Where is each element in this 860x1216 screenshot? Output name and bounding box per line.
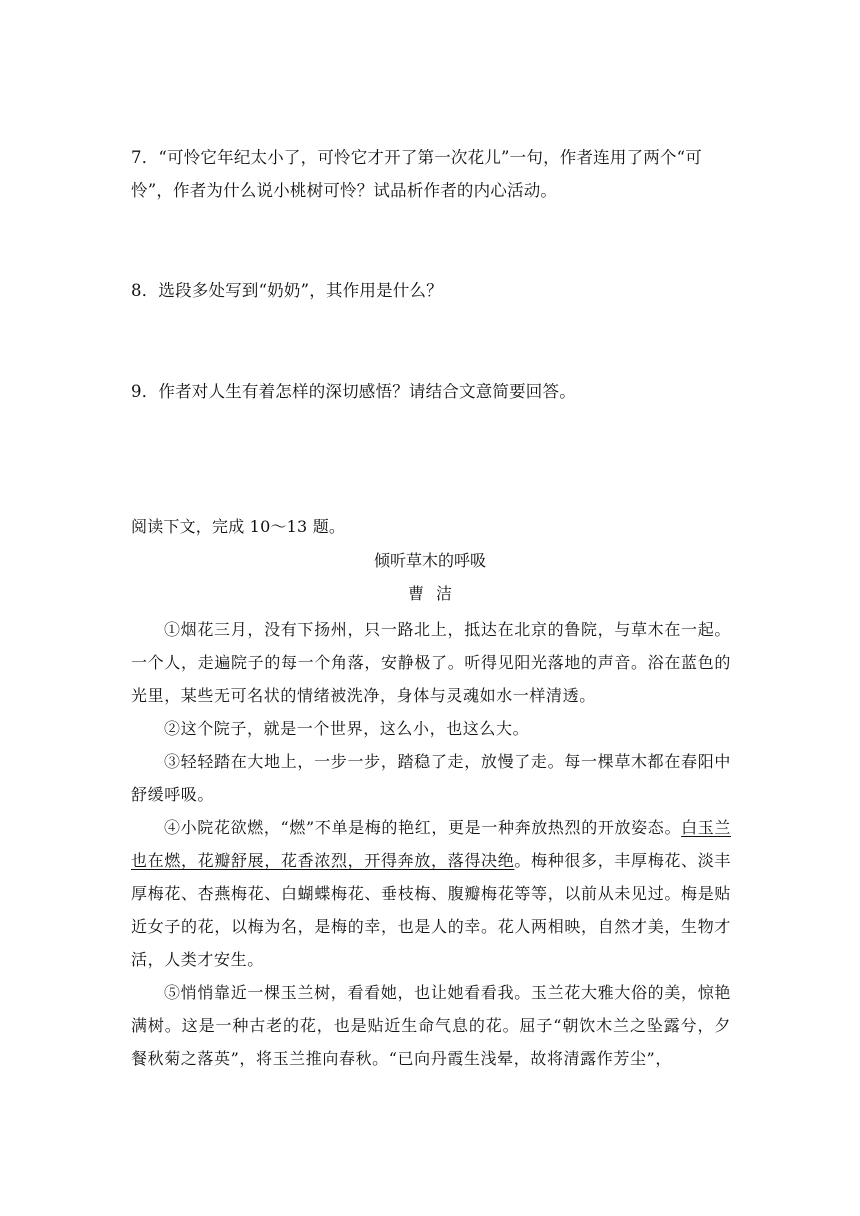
reading-instruction: 阅读下文，完成 10～13 题。 [131,517,346,536]
paragraph-1: ①烟花三月，没有下扬州，只一路北上，抵达在北京的鲁院，与草木在一起。一个人，走遍院子的每一个角落，安静极了。听得见阳光落地的声音。浴在蓝色的光里，某些无可名状的情绪被洗净，身体与灵魂如水一样清透。 [131,620,731,705]
paragraph-2: ②这个院子，就是一个世界，这么小，也这么大。 [164,719,530,738]
article-author: 曹洁 [407,584,464,603]
question-7-line-1: 7．“可怜它年纪太小了，可怜它才开了第一次花儿”一句，作者连用了两个“可 [131,148,703,167]
article-title: 倾听草木的呼吸 [373,551,486,570]
paragraph-3: ③轻轻踏在大地上，一步一步，踏稳了走，放慢了走。每一棵草木都在春阳中舒缓呼吸。 [131,752,731,804]
question-9: 9．作者对人生有着怎样的深切感悟？请结合文意简要回答。 [131,382,576,401]
paragraph-5: ⑤悄悄靠近一棵玉兰树，看看她，也让她看看我。玉兰花大雅大俗的美，惊艳满树。这是一种古老的花，也是贴近生命气息的花。屈子“朝饮木兰之坠露兮，夕餐秋菊之落英”，将玉兰推向春秋。“已向丹霞生浅晕，故将清露作芳尘”， [131,983,731,1068]
question-7-line-2: 怜”，作者为什么说小桃树可怜？试品析作者的内心活动。 [131,181,558,200]
question-8: 8．选段多处写到“奶奶”，其作用是什么？ [131,281,443,300]
paragraph-4-underlined-sentence: 白玉兰也在燃，花瓣舒展，花香浓烈，开得奔放，落得决绝 [131,818,731,870]
paragraph-4-text-continued: 。梅种很多，丰厚梅花、淡丰厚梅花、杏燕梅花、白蝴蝶梅花、垂枝梅、腹瓣梅花等等，以前从未见过。梅是贴近女子的花，以梅为名，是梅的幸，也是人的幸。花人两相映，自然才美，生物才活，人类才安生。 [131,851,731,969]
paragraph-4 [131,811,731,976]
paragraph-4-text: ④小院花欲燃，“燃”不单是梅的艳红，更是一种奔放热烈的开放姿态。 [164,818,682,837]
